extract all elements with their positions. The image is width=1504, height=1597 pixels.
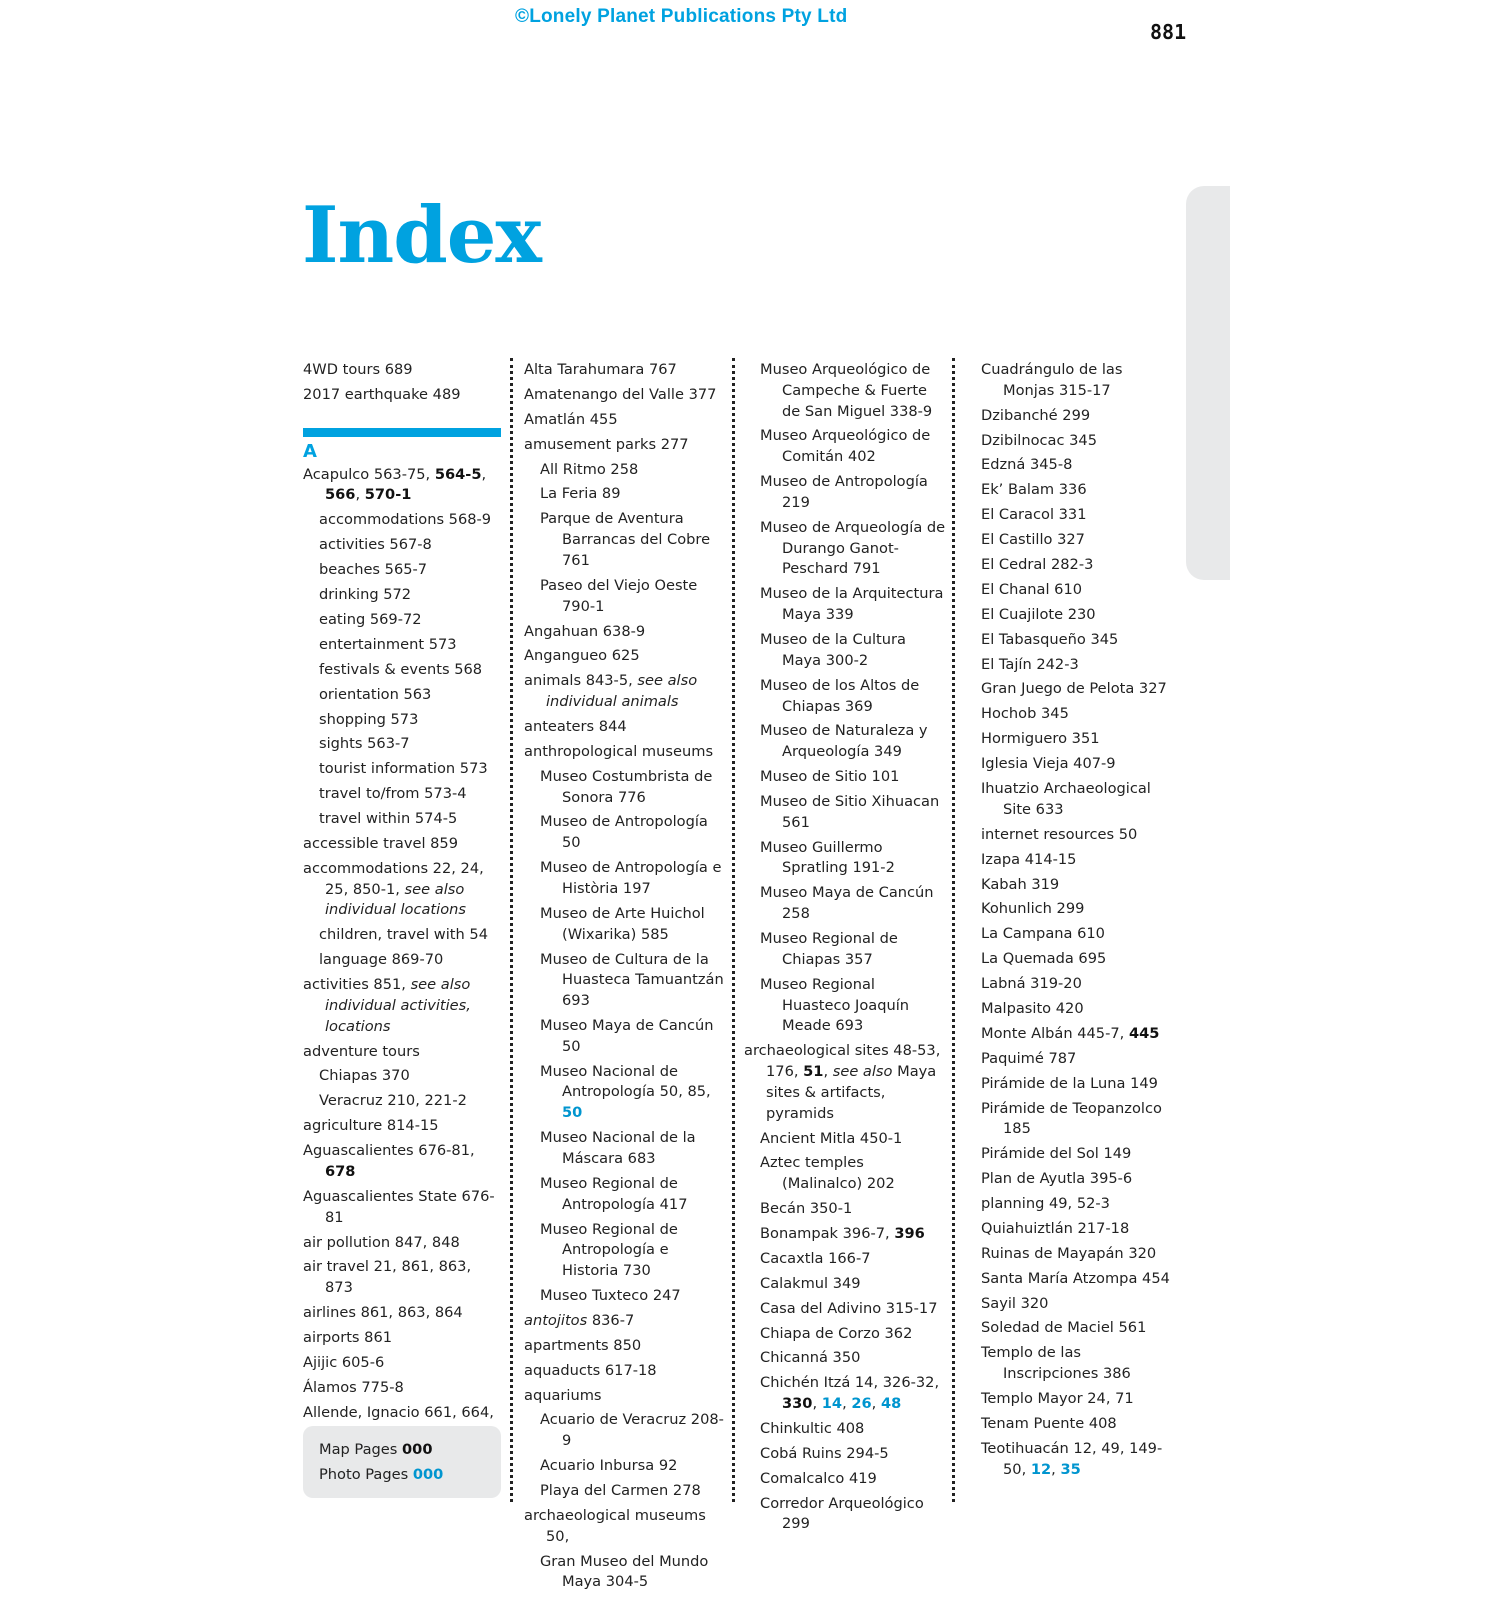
index-subentry: Museo Regional de Antropología e Historia 730 — [540, 1220, 678, 1280]
index-subentry: La Quemada 695 — [981, 950, 1107, 968]
index-subentry: Chichén Itzá 14, 326-32, 330, 14, 26, 48 — [760, 1374, 940, 1413]
index-subentry: Templo Mayor 24, 71 — [981, 1390, 1134, 1408]
index-column-4 — [965, 360, 1170, 1485]
index-subentry: accommodations 568-9 — [319, 511, 492, 529]
index-entry: amusement parks 277 — [524, 435, 689, 453]
index-subentry: Museo Arqueológico de Campeche & Fuerte de San Miguel 338-9 — [760, 361, 933, 420]
index-subentry: Museo Guillermo Spratling 191-2 — [760, 838, 895, 877]
index-subentry: Museo de Sitio 101 — [760, 768, 900, 786]
index-entry: archaeological sites 48-53, 176, 51, see also Maya sites & artifacts, pyramids — [744, 1042, 941, 1122]
index-subentry: Ancient Mitla 450-1 — [760, 1129, 903, 1147]
index-subentry: orientation 563 — [319, 685, 432, 703]
index-entry: aquaducts 617-18 — [524, 1361, 657, 1379]
legend-photo-label: Photo Pages — [319, 1466, 409, 1483]
index-subentry: Museo de Antropología 50 — [540, 813, 708, 852]
index-subentry: Comalcalco 419 — [760, 1469, 877, 1487]
index-subentry: All Ritmo 258 — [540, 460, 639, 478]
index-subentry: Cobá Ruins 294-5 — [760, 1444, 889, 1462]
column-separator — [510, 358, 513, 1502]
index-subentry: La Campana 610 — [981, 925, 1105, 943]
index-subentry: El Tajín 242-3 — [981, 655, 1079, 673]
index-subentry: Chiapa de Corzo 362 — [760, 1324, 913, 1342]
index-subentry: eating 569-72 — [319, 610, 422, 628]
index-subentry: Museo de Arqueología de Durango Ganot-Peschard 791 — [760, 518, 946, 578]
index-entry: air travel 21, 861, 863, 873 — [303, 1258, 472, 1297]
index-subentry: children, travel with 54 — [319, 926, 488, 944]
thumb-tab — [1186, 186, 1230, 580]
index-subentry: La Feria 89 — [540, 485, 621, 503]
index-subentry: El Tabasqueño 345 — [981, 630, 1119, 648]
index-subentry: Museo de Antropología 219 — [760, 473, 928, 511]
index-subentry: Tenam Puente 408 — [981, 1414, 1117, 1432]
page-legend — [303, 1426, 501, 1498]
index-subentry: Museo de Naturaleza y Arqueología 349 — [760, 722, 928, 761]
index-entry: Allende, Ignacio 661, 664, — [303, 1403, 494, 1421]
index-subentry: Museo Regional Huasteco Joaquín Meade 693 — [760, 975, 910, 1035]
index-subentry: Paquimé 787 — [981, 1049, 1077, 1067]
index-subentry: travel within 574-5 — [319, 810, 458, 828]
index-subentry: El Castillo 327 — [981, 531, 1085, 549]
index-subentry: Cacaxtla 166-7 — [760, 1249, 871, 1267]
index-subentry: travel to/from 573-4 — [319, 785, 467, 803]
index-subentry: Bonampak 396-7, 396 — [760, 1224, 925, 1242]
index-subentry: Museo Regional de Chiapas 357 — [760, 930, 898, 968]
index-entry: Angangueo 625 — [524, 647, 640, 665]
index-subentry: Labná 319-20 — [981, 975, 1082, 993]
index-subentry: activities 567-8 — [319, 536, 432, 554]
index-subentry: Playa del Carmen 278 — [540, 1482, 701, 1500]
index-subentry: Pirámide de Teopanzolco 185 — [981, 1099, 1162, 1138]
index-subentry: Malpasito 420 — [981, 999, 1084, 1017]
index-subentry: Museo Maya de Cancún 258 — [760, 884, 934, 923]
index-subentry: shopping 573 — [319, 710, 419, 728]
index-entry: Acapulco 563-75, 564-5, 566, 570-1 — [303, 465, 487, 504]
index-subentry: Templo de las Inscripciones 386 — [981, 1344, 1131, 1383]
index-subentry: Museo Nacional de la Máscara 683 — [540, 1129, 696, 1167]
legend-photo-row — [319, 1462, 501, 1487]
index-subentry: Iglesia Vieja 407-9 — [981, 755, 1116, 773]
index-entry: Aguascalientes 676-81, 678 — [303, 1142, 475, 1180]
index-subentry: Corredor Arqueológico 299 — [760, 1494, 924, 1533]
index-subentry: Monte Albán 445-7, 445 — [981, 1024, 1160, 1042]
index-subentry: planning 49, 52-3 — [981, 1195, 1110, 1212]
index-subentry: Museo Regional de Antropología 417 — [540, 1174, 688, 1213]
index-entry: Alta Tarahumara 767 — [524, 361, 677, 378]
index-subentry: Plan de Ayutla 395-6 — [981, 1170, 1133, 1188]
index-subentry: Veracruz 210, 221-2 — [319, 1092, 467, 1110]
index-subentry: drinking 572 — [319, 586, 412, 604]
index-subentry: Cuadrángulo de las Monjas 315-17 — [981, 361, 1123, 399]
index-subentry: Pirámide del Sol 149 — [981, 1145, 1132, 1163]
index-entry: 4WD tours 689 — [303, 361, 413, 378]
index-entry: apartments 850 — [524, 1336, 642, 1354]
index-subentry: Museo Maya de Cancún 50 — [540, 1017, 714, 1055]
index-entry: accommodations 22, 24, 25, 850-1, see also individual locations — [303, 859, 484, 919]
index-letter-heading: A — [303, 440, 317, 462]
index-subentry: Museo Nacional de Antropología 50, 85, 50 — [540, 1062, 711, 1122]
column-separator — [952, 358, 955, 1502]
index-subentry: El Cedral 282-3 — [981, 556, 1094, 574]
index-subentry: Museo Costumbrista de Sonora 776 — [540, 767, 713, 806]
index-subentry: Ruinas de Mayapán 320 — [981, 1244, 1157, 1262]
index-entry: archaeological museums 50, — [524, 1506, 706, 1545]
index-subentry: Kabah 319 — [981, 875, 1060, 893]
index-subentry: Edzná 345-8 — [981, 456, 1073, 474]
index-entry: 2017 earthquake 489 — [303, 385, 461, 403]
column-separator — [732, 358, 735, 1502]
index-entry: airports 861 — [303, 1329, 393, 1346]
index-subentry: festivals & events 568 — [319, 660, 483, 678]
page-number: 881 — [1150, 20, 1187, 44]
index-subentry: Chiapas 370 — [319, 1067, 410, 1085]
legend-map-value: 000 — [402, 1441, 433, 1458]
index-entry: Amatlán 455 — [524, 410, 618, 428]
legend-map-row — [319, 1437, 501, 1462]
index-subentry: Sayil 320 — [981, 1294, 1049, 1312]
legend-map-label: Map Pages — [319, 1441, 398, 1458]
index-subentry: Calakmul 349 — [760, 1274, 861, 1292]
index-subentry: Hochob 345 — [981, 705, 1069, 723]
index-subentry: Gran Museo del Mundo Maya 304-5 — [540, 1552, 709, 1591]
index-entry: antojitos 836-7 — [524, 1311, 635, 1329]
copyright-notice: ©Lonely Planet Publications Pty Ltd — [515, 6, 848, 27]
index-subentry: El Caracol 331 — [981, 506, 1087, 524]
index-subentry: Ihuatzio Archaeological Site 633 — [981, 780, 1151, 818]
index-entry: aquariums — [524, 1386, 602, 1404]
index-subentry: Aztec temples (Malinalco) 202 — [760, 1154, 895, 1193]
index-subentry: Parque de Aventura Barrancas del Cobre 761 — [540, 510, 711, 569]
index-subentry: Pirámide de la Luna 149 — [981, 1074, 1158, 1092]
index-subentry: Chicanná 350 — [760, 1349, 861, 1367]
index-subentry: Museo de Arte Huichol (Wixarika) 585 — [540, 904, 705, 943]
index-subentry: Dzibanché 299 — [981, 406, 1091, 424]
index-subentry: Teotihuacán 12, 49, 149-50, 12, 35 — [981, 1439, 1163, 1478]
index-subentry: Soledad de Maciel 561 — [981, 1319, 1147, 1337]
letter-divider-bar — [303, 428, 501, 437]
index-subentry: Acuario de Veracruz 208-9 — [540, 1411, 724, 1450]
index-subentry: language 869-70 — [319, 951, 444, 969]
index-entry: accessible travel 859 — [303, 834, 458, 852]
index-entry: Amatenango del Valle 377 — [524, 385, 717, 403]
index-column-2 — [524, 360, 726, 1597]
index-subentry: Museo de Antropología e Història 197 — [540, 859, 722, 897]
index-subentry: Museo de Cultura de la Huasteca Tamuantzán 693 — [540, 950, 724, 1010]
index-subentry: Quiahuiztlán 217-18 — [981, 1219, 1130, 1237]
index-entry: animals 843-5, see also individual animals — [524, 672, 698, 711]
index-subentry: Chinkultic 408 — [760, 1420, 865, 1437]
index-subentry: Museo de Sitio Xihuacan 561 — [760, 792, 940, 831]
index-entry: activities 851, see also individual activities, locations — [303, 976, 471, 1035]
index-subentry: Casa del Adivino 315-17 — [760, 1299, 938, 1317]
index-subentry: tourist information 573 — [319, 760, 488, 778]
index-subentry: El Chanal 610 — [981, 580, 1083, 598]
index-column-1 — [303, 360, 503, 1448]
index-subentry: Izapa 414-15 — [981, 850, 1077, 868]
legend-photo-value: 000 — [412, 1466, 444, 1483]
index-entry: anteaters 844 — [524, 717, 627, 735]
index-entry: Álamos 775-8 — [303, 1378, 404, 1396]
index-subentry: Hormiguero 351 — [981, 730, 1100, 748]
index-subentry: Dzibilnocac 345 — [981, 431, 1097, 449]
index-subentry: Gran Juego de Pelota 327 — [981, 680, 1167, 698]
index-entry: Ajijic 605-6 — [303, 1353, 385, 1371]
index-subentry: Becán 350-1 — [760, 1200, 853, 1218]
index-subentry: Acuario Inbursa 92 — [540, 1457, 678, 1475]
index-subentry: Museo Tuxteco 247 — [540, 1287, 681, 1305]
index-subentry: entertainment 573 — [319, 635, 457, 653]
index-subentry: El Cuajilote 230 — [981, 605, 1096, 623]
index-column-3 — [744, 360, 946, 1539]
index-entry: Aguascalientes State 676-81 — [303, 1187, 495, 1226]
index-subentry: Museo de los Altos de Chiapas 369 — [760, 676, 920, 715]
index-subentry: Paseo del Viejo Oeste 790-1 — [540, 576, 698, 615]
index-subentry: Museo de la Cultura Maya 300-2 — [760, 631, 906, 669]
index-subentry: Ek’ Balam 336 — [981, 481, 1087, 499]
index-subentry: beaches 565-7 — [319, 561, 428, 579]
index-entry: agriculture 814-15 — [303, 1117, 439, 1135]
index-entry: air pollution 847, 848 — [303, 1233, 460, 1251]
page-title: Index — [302, 190, 541, 281]
index-subentry: Museo de la Arquitectura Maya 339 — [760, 585, 944, 624]
index-entry: adventure tours — [303, 1042, 420, 1060]
index-entry: anthropological museums — [524, 742, 714, 760]
index-subentry: Kohunlich 299 — [981, 900, 1085, 918]
index-subentry: Santa María Atzompa 454 — [981, 1269, 1170, 1287]
index-subentry: Museo Arqueológico de Comitán 402 — [760, 427, 931, 466]
index-subentry: sights 563-7 — [319, 735, 410, 753]
index-entry: airlines 861, 863, 864 — [303, 1304, 463, 1322]
index-entry: Angahuan 638-9 — [524, 622, 646, 640]
index-subentry: internet resources 50 — [981, 825, 1138, 843]
